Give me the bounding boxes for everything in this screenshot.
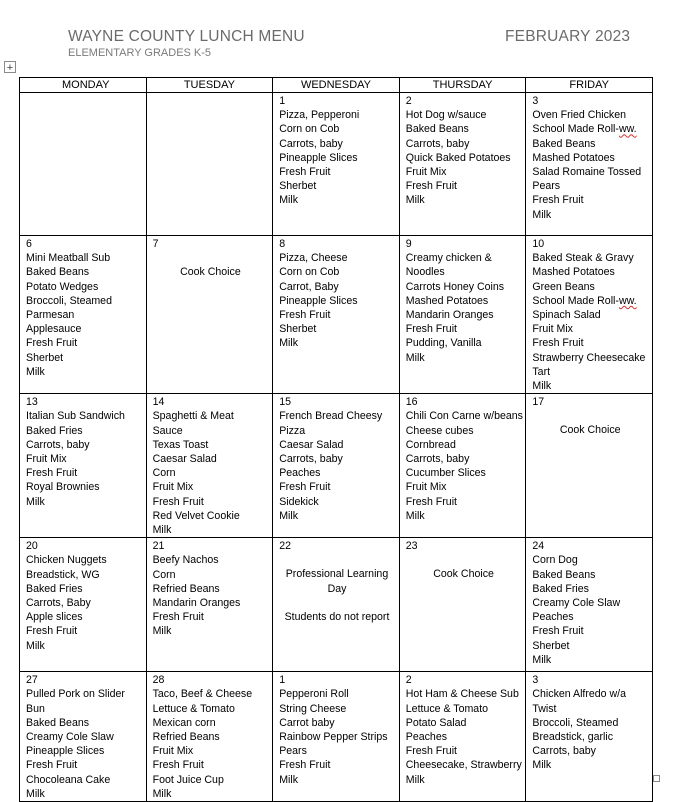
menu-item: Apple slices [26, 611, 83, 624]
menu-items [406, 108, 522, 207]
day-cell [20, 538, 147, 672]
day-number: 27 [26, 674, 38, 687]
menu-item: Sherbet [279, 323, 317, 336]
menu-item: Chicken Nuggets [26, 554, 107, 567]
day-number: 2 [405, 674, 412, 687]
day-cell [526, 93, 653, 236]
menu-item: Fruit Mix [152, 481, 194, 494]
menu-item: Potato Wedges [26, 280, 99, 293]
menu-item: Pudding, Vanilla [405, 337, 482, 350]
note-line [279, 596, 395, 610]
menu-item: Sauce [152, 424, 183, 437]
menu-item: Baked Beans [26, 716, 90, 729]
menu-item: Cheesecake, Strawberry [405, 759, 522, 772]
menu-item: Foot Juice Cup [152, 773, 224, 786]
menu-item: Milk [279, 194, 299, 207]
menu-item: Creamy Cole Slaw [532, 597, 621, 610]
day-cell [273, 394, 400, 538]
day-number: 1 [279, 674, 286, 687]
menu-item: Tart [532, 365, 551, 378]
note-line: Day [327, 582, 347, 595]
menu-items [532, 687, 648, 772]
menu-item: Fresh Fruit [26, 337, 78, 350]
menu-item: Strawberry Cheesecake [532, 351, 646, 364]
menu-item: Caesar Salad [152, 453, 217, 466]
menu-item: Caesar Salad [279, 438, 344, 451]
menu-item: Mashed Potatoes [405, 294, 489, 307]
day-number: 3 [532, 95, 539, 107]
menu-item: Mashed Potatoes [532, 266, 615, 279]
menu-item: Fresh Fruit [152, 495, 204, 508]
menu-item: Corn on Cob [279, 266, 340, 279]
menu-item: Sidekick [279, 495, 319, 508]
menu-item: Cucumber Slices [405, 467, 486, 480]
day-number: 8 [279, 238, 286, 250]
day-number: 3 [532, 674, 539, 687]
menu-item: Carrots, baby [405, 137, 470, 150]
menu-item: Milk [26, 495, 45, 508]
day-number: 7 [152, 238, 159, 250]
menu-item: Spaghetti & Meat [152, 410, 234, 423]
menu-item: Refried Beans [152, 582, 220, 595]
day-number: 28 [152, 674, 165, 687]
day-cell [146, 538, 273, 672]
day-cell [526, 394, 653, 538]
menu-item: Fresh Fruit [152, 611, 204, 624]
menu-item: Lettuce & Tomato [405, 702, 489, 715]
menu-month: FEBRUARY 2023 [505, 28, 631, 45]
day-cell [146, 672, 273, 802]
menu-item: Pizza, Cheese [279, 252, 348, 265]
menu-item: Fresh Fruit [532, 625, 584, 638]
menu-item: Baked Fries [26, 582, 83, 595]
menu-item: Fruit Mix [532, 323, 573, 336]
menu-item: Fruit Mix [405, 481, 447, 494]
menu-item: Carrot baby [279, 716, 335, 729]
menu-item: Fresh Fruit [405, 180, 457, 193]
menu-item: Fresh Fruit [405, 323, 457, 336]
menu-item: Milk [152, 524, 172, 537]
menu-item: Italian Sub Sandwich [26, 410, 125, 423]
menu-item: Broccoli, Steamed [532, 716, 619, 729]
menu-item: Milk [152, 625, 172, 638]
day-cell [399, 236, 526, 394]
day-number: 17 [532, 396, 545, 409]
day-number: 21 [152, 540, 165, 553]
menu-item: Royal Brownies [26, 481, 100, 494]
day-cell [20, 394, 147, 538]
menu-item: Fruit Mix [152, 745, 194, 758]
menu-item: Corn on Cob [279, 123, 340, 136]
menu-items [406, 687, 522, 786]
day-cell [526, 672, 653, 802]
menu-item: Rainbow Pepper Strips [279, 731, 388, 744]
menu-items [26, 553, 142, 652]
day-cell [146, 236, 273, 394]
menu-item: Spinach Salad [532, 309, 601, 322]
menu-items [279, 409, 395, 523]
menu-subtitle: ELEMENTARY GRADES K-5 [68, 47, 212, 59]
menu-item: Mexican corn [152, 716, 216, 729]
menu-item: School Made Roll-ww. [532, 123, 637, 136]
day-cell [399, 538, 526, 672]
menu-item: Fresh Fruit [26, 759, 78, 772]
menu-item: Baked Steak & Gravy [532, 252, 634, 265]
day-cell [20, 236, 147, 394]
menu-item: Milk [26, 639, 45, 652]
menu-item: Twist [532, 702, 557, 715]
table-resize-handle-icon[interactable] [653, 775, 660, 782]
note-line: Cook Choice [180, 266, 241, 279]
menu-item: Milk [532, 208, 552, 221]
menu-item: Fruit Mix [405, 166, 447, 179]
menu-item: Pepperoni Roll [279, 688, 349, 701]
menu-item: Refried Beans [152, 731, 220, 744]
menu-item: Taco, Beef & Cheese [152, 688, 253, 701]
menu-item: Pizza [279, 424, 306, 437]
menu-item: Milk [26, 365, 45, 378]
day-number: 2 [405, 95, 412, 107]
weekday-header: WEDNESDAY [273, 78, 400, 93]
menu-item: Milk [279, 509, 299, 522]
menu-item: Pineapple Slices [279, 151, 358, 164]
menu-item: Peaches [405, 731, 448, 744]
day-number: 20 [26, 540, 38, 553]
day-cell [20, 93, 147, 236]
week-row [20, 236, 653, 394]
day-cell [399, 93, 526, 236]
center-note [279, 553, 395, 624]
menu-item: Corn [152, 568, 176, 581]
day-cell [273, 93, 400, 236]
menu-item: Milk [405, 194, 425, 207]
menu-item: Pineapple Slices [279, 294, 358, 307]
menu-items [406, 251, 522, 365]
note-line: Students do not report [284, 611, 390, 624]
weekday-header: FRIDAY [526, 78, 653, 93]
menu-item: Applesauce [26, 323, 82, 336]
center-note [406, 553, 522, 581]
menu-item: French Bread Cheesy [279, 410, 383, 423]
week-row [20, 538, 653, 672]
note-line: Cook Choice [559, 424, 621, 437]
week-row [20, 672, 653, 802]
menu-item: Milk [152, 787, 172, 800]
day-cell [399, 672, 526, 802]
menu-body [20, 93, 653, 802]
weekday-header: TUESDAY [146, 78, 273, 93]
menu-item: Milk [405, 773, 425, 786]
menu-item: Fruit Mix [26, 453, 67, 466]
menu-item: Milk [532, 759, 552, 772]
menu-item: Corn [152, 467, 176, 480]
menu-item: Fresh Fruit [26, 467, 78, 480]
menu-item: Milk [405, 351, 425, 364]
weekday-header: MONDAY [20, 78, 147, 93]
day-cell [273, 538, 400, 672]
menu-item: Corn Dog [532, 554, 578, 567]
day-number: 6 [26, 238, 32, 250]
menu-item: Fresh Fruit [405, 745, 457, 758]
center-note [153, 251, 269, 279]
menu-items [532, 553, 648, 667]
week-row [20, 394, 653, 538]
menu-item: Carrots, Baby [26, 597, 91, 610]
menu-item: Pears [279, 745, 307, 758]
day-number: 10 [532, 238, 545, 250]
day-number: 9 [405, 238, 412, 250]
week-row [20, 93, 653, 236]
menu-items [153, 409, 269, 537]
menu-item: Creamy Cole Slaw [26, 731, 114, 744]
menu-item: Pineapple Slices [26, 745, 105, 758]
day-number: 24 [532, 540, 545, 553]
menu-items [532, 108, 648, 222]
menu-item: Red Velvet Cookie [152, 509, 240, 522]
menu-item: Fresh Fruit [279, 481, 331, 494]
menu-item: School Made Roll-ww. [532, 294, 637, 307]
menu-item: Baked Fries [26, 424, 83, 437]
note-line: Professional Learning [285, 568, 389, 581]
day-cell [273, 672, 400, 802]
menu-item: Beefy Nachos [152, 554, 219, 567]
menu-items [532, 251, 648, 393]
day-cell [20, 672, 147, 802]
menu-item: Lettuce & Tomato [152, 702, 235, 715]
menu-item: Baked Beans [532, 568, 596, 581]
menu-item: Mandarin Oranges [152, 597, 241, 610]
menu-item: Sherbet [279, 180, 317, 193]
menu-item: Carrots, baby [279, 137, 343, 150]
menu-item: Breadstick, WG [26, 568, 100, 581]
menu-item: Breadstick, garlic [532, 731, 614, 744]
menu-item: Green Beans [532, 280, 595, 293]
menu-item: Peaches [279, 467, 321, 480]
menu-item: Carrot, Baby [279, 280, 339, 293]
day-number: 13 [26, 396, 38, 409]
menu-item: Chocoleana Cake [26, 773, 111, 786]
menu-item: Fresh Fruit [279, 166, 331, 179]
menu-items [26, 251, 142, 379]
menu-items [279, 108, 395, 207]
day-number: 16 [405, 396, 418, 409]
menu-item: Cheese cubes [405, 424, 474, 437]
menu-item: Fresh Fruit [532, 194, 584, 207]
menu-item: Parmesan [26, 309, 75, 322]
menu-item: Hot Dog w/sauce [405, 109, 487, 122]
menu-item: Baked Fries [532, 582, 589, 595]
menu-item: Salad Romaine Tossed [532, 166, 642, 179]
day-number: 22 [279, 540, 291, 553]
menu-item: Baked Beans [532, 137, 596, 150]
menu-item: Milk [279, 337, 299, 350]
menu-item: Bun [26, 702, 45, 715]
menu-items [279, 687, 395, 786]
menu-items [26, 409, 142, 508]
weekday-header-row [20, 78, 653, 93]
day-number: 15 [279, 396, 291, 409]
menu-item: Peaches [532, 611, 574, 624]
menu-item: Fresh Fruit [279, 309, 331, 322]
menu-item: Chili Con Carne w/beans [405, 410, 523, 423]
menu-item: Fresh Fruit [532, 337, 584, 350]
menu-item: Noodles [405, 266, 445, 279]
day-cell [526, 236, 653, 394]
menu-item: Milk [405, 509, 425, 522]
menu-items [26, 687, 142, 801]
day-cell [146, 93, 273, 236]
menu-item: Pears [532, 180, 561, 193]
menu-items [406, 409, 522, 523]
menu-item: Pulled Pork on Slider [26, 688, 125, 701]
menu-item: Creamy chicken & [405, 252, 492, 265]
menu-item: Fresh Fruit [26, 625, 78, 638]
menu-item: Hot Ham & Cheese Sub [405, 688, 519, 701]
menu-item: Fresh Fruit [279, 759, 331, 772]
menu-item: Carrots Honey Coins [405, 280, 505, 293]
menu-item: Carrots, baby [405, 453, 470, 466]
center-note [532, 409, 648, 437]
day-number: 23 [405, 540, 418, 553]
menu-item: Cornbread [405, 438, 456, 451]
menu-item: Oven Fried Chicken [532, 109, 626, 122]
menu-item: Milk [26, 787, 45, 800]
note-line: Cook Choice [433, 568, 494, 581]
menu-item: Baked Beans [26, 266, 90, 279]
menu-item: Mandarin Oranges [405, 309, 494, 322]
day-cell [146, 394, 273, 538]
lunch-menu-table [19, 77, 653, 802]
table-move-handle-icon[interactable]: + [4, 61, 16, 73]
day-number: 1 [279, 95, 286, 107]
menu-item: String Cheese [279, 702, 347, 715]
menu-item: Broccoli, Steamed [26, 294, 112, 307]
menu-item: Mashed Potatoes [532, 151, 615, 164]
menu-items [153, 553, 269, 638]
menu-item: Sherbet [532, 639, 570, 652]
menu-items [153, 687, 269, 801]
day-cell [273, 236, 400, 394]
menu-item: Milk [532, 653, 552, 666]
menu-item: Baked Beans [405, 123, 469, 136]
menu-item: Quick Baked Potatoes [405, 151, 511, 164]
menu-item: Chicken Alfredo w/a [532, 688, 627, 701]
menu-item: Fresh Fruit [152, 759, 204, 772]
menu-item: Carrots, baby [279, 453, 343, 466]
menu-item: Texas Toast [152, 438, 209, 451]
menu-title: WAYNE COUNTY LUNCH MENU [68, 28, 305, 45]
menu-item: Sherbet [26, 351, 64, 364]
menu-item: Potato Salad [405, 716, 467, 729]
day-cell [399, 394, 526, 538]
menu-item: Milk [532, 380, 552, 393]
menu-item: Fresh Fruit [405, 495, 457, 508]
menu-items [279, 251, 395, 350]
menu-item: Mini Meatball Sub [26, 252, 111, 265]
menu-item: Pizza, Pepperoni [279, 109, 360, 122]
menu-item: Carrots, baby [26, 438, 90, 451]
day-number: 14 [152, 396, 165, 409]
menu-item: Carrots, baby [532, 745, 596, 758]
day-cell [526, 538, 653, 672]
menu-item: Milk [279, 773, 299, 786]
weekday-header: THURSDAY [399, 78, 526, 93]
